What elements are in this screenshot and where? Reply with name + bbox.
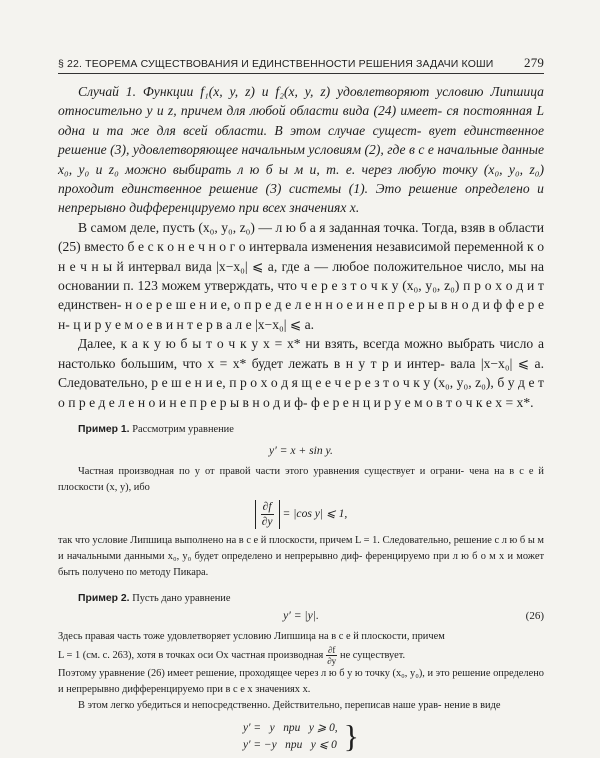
example1-text-1 <box>58 464 544 496</box>
example2-intro-text: Пусть дано уравнение <box>132 592 231 604</box>
text-line: Случай 1. Функции f₁(x, y, z) и f₂(x, y, z) удовлетворяют условию <box>78 84 484 99</box>
partial-fraction <box>261 500 274 529</box>
example2-title: Пример 2. <box>78 592 130 604</box>
example2-system-wrapper <box>58 718 544 756</box>
fraction-numerator: ∂f <box>262 499 272 513</box>
equation-number: (26) <box>525 609 544 622</box>
page-body <box>58 82 544 755</box>
example1-equation: y′ = x + sin y. <box>269 443 333 457</box>
text-line: (2), где в с е начальные данные x₀, y₀ и z₀ можно выбирать л ю б ы м и, <box>58 142 544 177</box>
system-rows <box>243 720 338 754</box>
text-line: вала |x−x₀| ⩽ a. Следовательно, р е ш е н и е, п р о х о д я щ е е ч е р е з <box>58 355 544 391</box>
abs-derivative <box>255 500 280 529</box>
text-line: число a настолько большим, что x = x* будет лежать в н у т р и интер- <box>58 336 544 371</box>
text-line: нение в виде <box>444 699 501 711</box>
right-brace: } <box>343 718 360 755</box>
example2-intro <box>58 591 544 607</box>
example2-system <box>243 718 359 755</box>
text-line: Липшица относительно y и z, причем для любой области вида (24) имеет- <box>58 84 544 119</box>
text-line: н о е р е ш е н и е, о п р е д е л е н н о е и н е п р е р ы в н о д и ф ф е р е н- <box>58 297 544 332</box>
proof-paragraph-2 <box>58 334 544 412</box>
fraction-numerator: ∂f <box>327 644 336 655</box>
equation-body: y′ = |y|. <box>283 608 319 622</box>
text-line: решение с л ю б ы м и начальными данными x₀, y₀ будет определено и непрерывно диф- <box>58 534 544 562</box>
text-line: системы (1). Это решение определено и непрерывно дифференцируемо <box>58 181 544 216</box>
text-line: Поэтому уравнение (26) имеет решение, проходящее через л ю б у ю точку (x₀, y₀), и это <box>58 667 450 679</box>
example2-direct-check <box>58 698 544 714</box>
line2-start: L = 1 (см. с. 263), хотя в точках оси Ox частная производная <box>58 649 324 661</box>
text-line: утверждать, что ч е р е з т о ч к у (x₀, y₀, z₀) п р о х о д и т единствен- <box>58 278 544 313</box>
case1-paragraph <box>58 82 544 218</box>
section-title: § 22. ТЕОРЕМА СУЩЕСТВОВАНИЯ И ЕДИНСТВЕННОСТИ РЕШЕНИЯ ЗАДАЧИ КОШИ <box>58 58 494 70</box>
text-line: В самом деле, пусть (x₀, y₀, z₀) — л ю б а я заданная точка. Тогда, <box>78 219 458 235</box>
text-line: Частная производная по y от правой части этого уравнения существует и ограни- <box>78 465 465 477</box>
example2-text <box>58 666 544 698</box>
text-line: Далее, к а к у ю б ы т о ч к у x = x* ни взять, всегда можно выбрать <box>78 336 495 352</box>
text-line: вует единственное решение (3), удовлетворяющее начальным условиям <box>58 122 544 158</box>
text-line: ся постоянная L одна и та же для всей области. В этом случае сущест- <box>58 103 545 138</box>
text-line: чена на в с е й плоскости (x, y), ибо <box>58 465 544 493</box>
header-rule <box>58 73 544 74</box>
example2-line-1: Здесь правая часть тоже удовлетворяет условию Липшица на в с е й плоскости, причем <box>58 630 445 642</box>
text-line: В этом легко убедиться и непосредственно. Действительно, переписав наше урав- <box>78 699 442 711</box>
text-line: ференцируемо при л ю б о м x и может быть получено по методу Пикара. <box>58 550 544 578</box>
text-line: ф е р е н ц и р у е м о в т о ч к е x = x*. <box>310 394 534 410</box>
page-number: 279 <box>524 55 544 70</box>
example2-equation <box>58 607 544 625</box>
text-line: ц и р у е м о е в и н т е р в а л е |x−x₀| ⩽ a. <box>73 316 315 332</box>
example1-intro-text: Рассмотрим уравнение <box>132 423 234 435</box>
text-line: при всех значениях x. <box>238 200 360 216</box>
example1-text-2 <box>58 533 544 581</box>
text-line: так что условие Липшица выполнено на в с е й плоскости, причем L = 1. Следовательно, <box>58 534 452 546</box>
example1-title: Пример 1. <box>78 423 130 435</box>
text-line: решение определено и непрерывно дифференцируемо при в с е х значениях x. <box>58 667 544 695</box>
inequality-rhs: = |cos y| ⩽ 1, <box>282 507 348 521</box>
fraction-denominator: ∂y <box>327 655 337 666</box>
example1-inequality <box>58 500 544 529</box>
system-row: y′ = −y при y ⩽ 0 <box>242 738 337 751</box>
line2-end: не существует. <box>340 649 406 661</box>
text-line: т. е. через любую точку (x₀, y₀, z₀) проходит единственное решение (3) <box>58 161 544 197</box>
example1-intro <box>58 422 544 438</box>
partial-fraction-inline <box>326 645 337 666</box>
system-row: y′ = y при y ⩾ 0, <box>242 721 338 734</box>
text-line: взяв в области (25) вместо б е с к о н е ч н о г о интервала изменения <box>58 219 544 255</box>
text-line: т о ч к у (x₀, y₀, z₀), б у д е т о п р е д е л е н о и н е п р е р ы в н о д и ф- <box>58 375 544 410</box>
text-line: независимой переменной к о н е ч н ы й интервал вида |x−x₀| ⩽ a, где <box>58 239 544 274</box>
text-line: a — любое положительное число, мы на основании п. 123 можем <box>58 258 544 294</box>
running-header <box>58 55 544 71</box>
example2-line-2 <box>58 645 544 666</box>
proof-paragraph-1 <box>58 218 544 334</box>
fraction-denominator: ∂y <box>261 514 273 528</box>
